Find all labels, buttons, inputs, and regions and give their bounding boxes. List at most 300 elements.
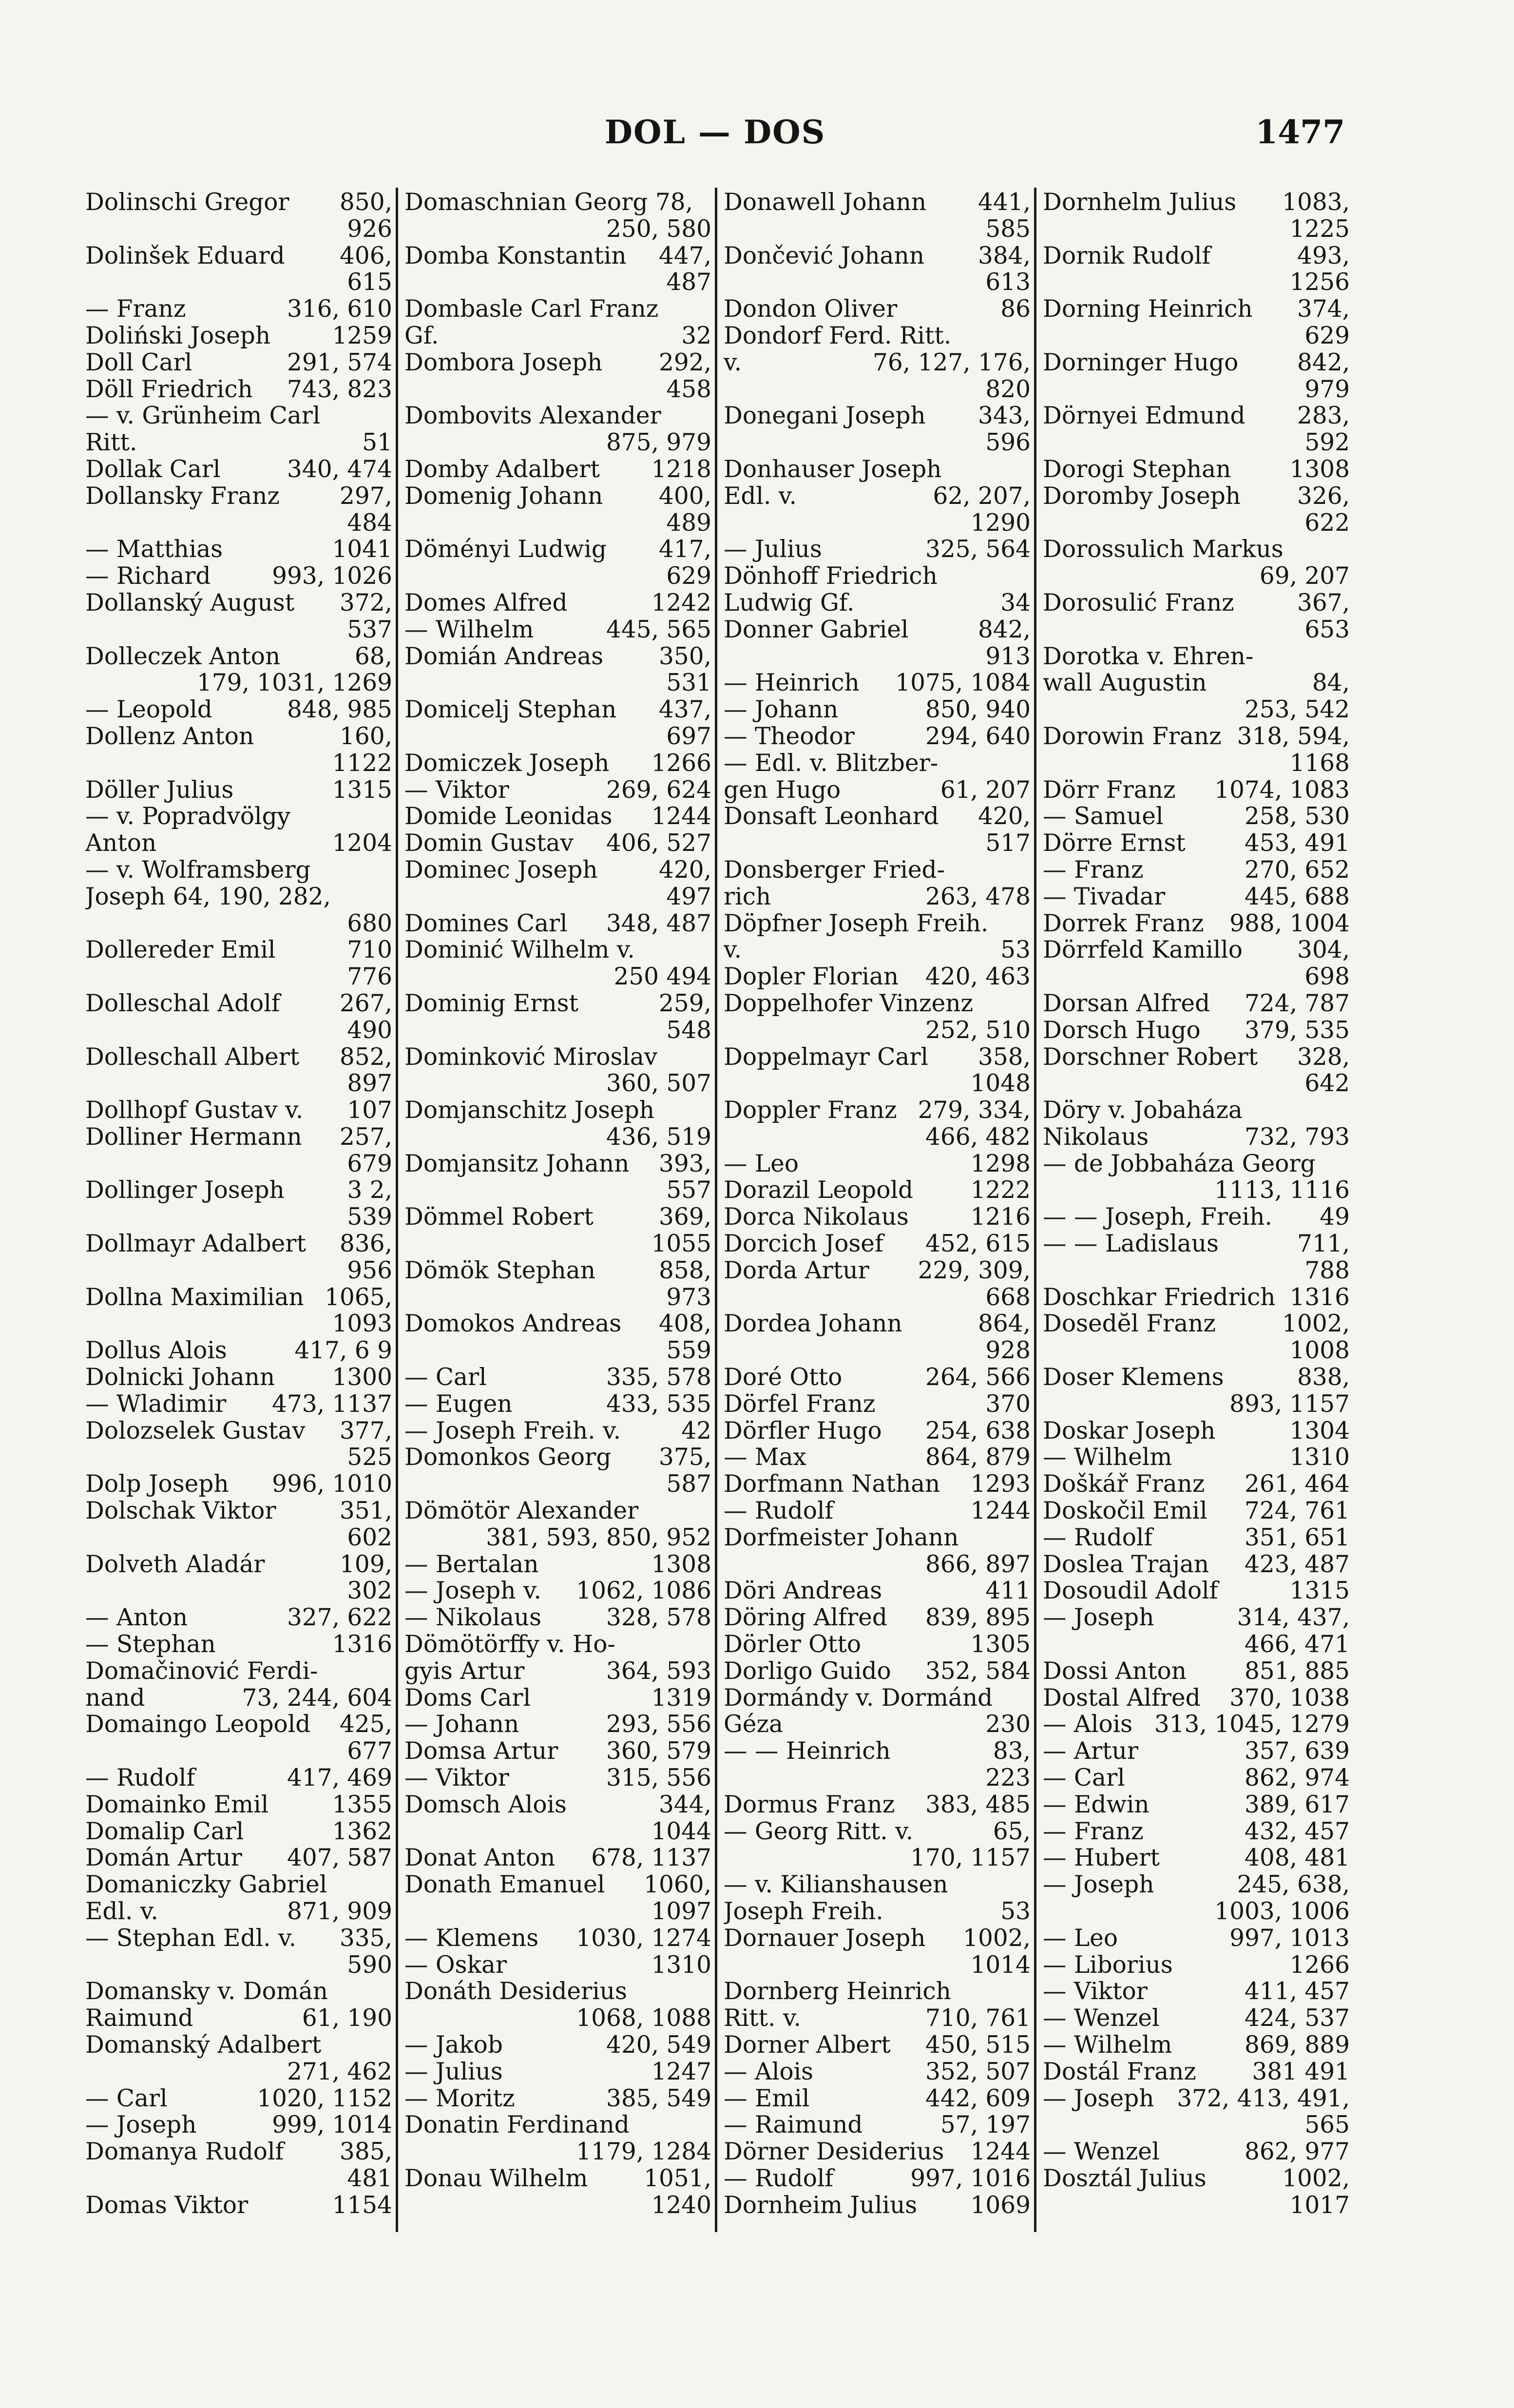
entry-pages: 352, 584 [925,1657,1031,1685]
index-entry [724,910,1031,937]
index-entry [724,1818,1031,1872]
entry-pages: 450, 515 [925,2031,1031,2059]
index-entry [85,643,392,697]
entry-name: Dorsch Hugo [1043,1016,1201,1044]
entry-pages: 267, [340,989,392,1017]
index-entry [724,1658,1031,1685]
index-entry [85,1418,392,1471]
index-entry [1043,1711,1350,1738]
entry-continuation: 1225 [1289,215,1350,243]
entry-pages: 839, 895 [925,1604,1031,1632]
entry-name: Dörler Otto [724,1631,862,1658]
index-entry [1043,1498,1350,1524]
index-entry [1043,483,1350,537]
entry-pages: 1362 [332,1817,392,1845]
index-entry [724,1257,1031,1311]
entry-name: Dombora Joseph [404,348,603,376]
entry-pages: 316, 610 [287,295,392,323]
index-entry [724,1044,1031,1098]
entry-name: gyis Artur [404,1657,525,1685]
entry-name: Dorowin Franz [1043,722,1222,750]
entry-name: — Wenzel [1043,2138,1160,2166]
entry-name: Doms Carl [404,1684,531,1712]
entry-pages: 245, 638, [1237,1871,1350,1899]
entry-pages: 160, [340,722,392,750]
entry-continuation: 557 [666,1176,711,1204]
entry-pages: 993, 1026 [272,562,392,590]
entry-pages: 53 [1000,1898,1031,1925]
index-entry [85,1604,392,1631]
entry-name: — Nikolaus [404,1604,542,1632]
entry-pages: 1060, [644,1871,711,1899]
entry-continuation: 179, 1031, 1269 [196,669,392,697]
index-entry [85,1284,392,1338]
index-entry [1043,1418,1350,1445]
entry-pages: 850, [340,189,392,216]
index-entry [724,563,1031,590]
index-entry [85,1391,392,1418]
entry-name: Döller Julius [85,776,234,804]
entry-name: Dorotka v. Ehren- [1043,642,1254,670]
entry-name: Dörner Desiderius [724,2138,944,2166]
index-entry [1043,2165,1350,2219]
entry-pages: 315, 556 [606,1764,711,1792]
entry-pages: 842, [978,616,1031,643]
entry-name: Dorda Artur [724,1256,869,1284]
entry-name: Donsaft Leonhard [724,803,939,830]
entry-name: Dosedĕl Franz [1043,1310,1216,1338]
entry-name: Dörnyei Edmund [1043,402,1246,430]
entry-name: Doser Klemens [1043,1364,1224,1391]
index-entry [404,1444,711,1498]
entry-name: Domide Leonidas [404,803,613,830]
entry-name: Domby Adalbert [404,455,600,483]
index-entry [85,1845,392,1871]
entry-name: Dorning Heinrich [1043,295,1253,323]
entry-pages: 49 [1320,1203,1350,1231]
entry-pages: 257, [340,1123,392,1151]
entry-pages: 389, 617 [1245,1791,1350,1818]
entry-continuation: 653 [1304,616,1350,643]
index-entry [724,323,1031,349]
entry-name: Dormándy v. Dormánd [724,1684,993,1712]
entry-pages: 283, [1297,402,1350,430]
entry-name: v. [724,936,742,964]
entry-continuation: 253, 542 [1245,696,1350,724]
index-entry [85,2112,392,2138]
entry-pages: 997, 1016 [910,2164,1031,2192]
index-entry [1043,456,1350,483]
index-entry [724,1418,1031,1445]
entry-name: Dombasle Carl Franz [404,295,659,323]
entry-pages: 1002, [1282,2164,1350,2192]
entry-continuation: 490 [347,1016,392,1044]
entry-name: v. [724,348,742,376]
index-entry [1043,2138,1350,2165]
entry-name: — Leopold [85,696,212,724]
index-entry [724,2138,1031,2165]
entry-name: Dondon Oliver [724,295,898,323]
index-entry [404,2032,711,2059]
entry-name: Dossi Anton [1043,1657,1187,1685]
entry-name: — Samuel [1043,803,1164,830]
entry-name: — Raimund [724,2111,863,2139]
index-entry [404,857,711,910]
entry-pages: 1218 [651,455,711,483]
entry-continuation: 602 [347,1523,392,1551]
index-entry [1043,1578,1350,1604]
index-entry [724,616,1031,670]
entry-pages: 442, 609 [925,2084,1031,2112]
entry-name: Dollanský August [85,589,295,616]
entry-name: Dorner Albert [724,2031,891,2059]
index-entry [85,884,392,937]
entry-name: Dornauer Joseph [724,1924,926,1952]
entry-name: Dornhelm Julius [1043,189,1237,216]
entry-name: Domicelj Stephan [404,696,617,724]
index-entry [404,1658,711,1685]
index-entry [85,456,392,483]
entry-name: Domián Andreas [404,642,604,670]
index-entry [85,2032,392,2085]
entry-pages: 408, 481 [1245,1844,1350,1872]
entry-name: — Georg Ritt. v. [724,1817,914,1845]
index-entry [724,2059,1031,2085]
entry-name: Dornheim Julius [724,2191,918,2219]
entry-pages: 109, [340,1550,392,1578]
entry-name: — Carl [1043,1764,1125,1792]
index-entry [404,1097,711,1151]
entry-pages: 370, 1038 [1229,1684,1350,1712]
index-entry [1043,803,1350,830]
entry-pages: 294, 640 [925,722,1031,750]
entry-continuation: 642 [1304,1070,1350,1098]
entry-name: — Johann [724,696,839,724]
entry-pages: 1247 [651,2058,711,2085]
index-entry [1043,1471,1350,1498]
index-entry [404,1871,711,1925]
index-entry [404,1551,711,1578]
entry-name: — Eugen [404,1390,513,1418]
index-entry [85,777,392,804]
index-entry [1043,857,1350,884]
index-entry [1043,403,1350,456]
entry-continuation: 613 [985,269,1031,296]
entry-pages: 259, [659,989,711,1017]
index-entry [404,1978,711,2032]
index-entry [85,2192,392,2219]
entry-name: — v. Grünheim Carl [85,402,321,430]
index-entry [85,2005,392,2032]
index-entry [404,2112,711,2165]
index-entry [85,1364,392,1391]
entry-pages: 417, [659,536,711,563]
entry-continuation: 893, 1157 [1229,1390,1350,1418]
entry-name: — Joseph v. [404,1577,541,1605]
entry-pages: 452, 615 [925,1230,1031,1258]
entry-name: — Bertalan [404,1550,539,1578]
entry-pages: 1316 [332,1631,392,1658]
index-entry [724,1391,1031,1418]
index-entry [85,1685,392,1712]
entry-name: — Edl. v. Blitzber- [724,749,939,777]
entry-name: Dörrfeld Kamillo [1043,936,1243,964]
entry-pages: 1242 [651,589,711,616]
entry-pages: 1266 [1289,1951,1350,1979]
entry-name: — Theodor [724,722,855,750]
entry-pages: 400, [659,482,711,510]
entry-name: Dorca Nikolaus [724,1203,909,1231]
entry-pages: 1051, [644,2164,711,2192]
entry-pages: 850, 940 [925,696,1031,724]
index-entry [1043,1765,1350,1792]
entry-name: Domaschnian Georg 78, [404,189,693,216]
entry-name: Dornik Rudolf [1043,242,1211,270]
entry-name: Dolozselek Gustav [85,1417,306,1445]
entry-name: Domalip Carl [85,1817,244,1845]
entry-name: — Edwin [1043,1791,1150,1818]
index-entry [1043,1124,1350,1151]
entry-pages: 61, 207 [940,776,1031,804]
index-entry [85,937,392,990]
entry-pages: 328, 578 [606,1604,711,1632]
entry-name: Döll Friedrich [85,375,253,403]
entry-pages: 417, 469 [287,1764,392,1792]
entry-pages: 261, 464 [1245,1470,1350,1498]
entry-pages: 325, 564 [925,536,1031,563]
entry-pages: 68, [354,642,392,670]
entry-continuation: 956 [347,1256,392,1284]
entry-continuation: 1113, 1116 [1214,1176,1350,1204]
entry-continuation: 1122 [332,749,392,777]
index-entry [1043,1231,1350,1284]
entry-pages: 65, [993,1817,1031,1845]
entry-name: nand [85,1684,145,1712]
index-entry [85,296,392,323]
entry-continuation: 587 [666,1470,711,1498]
entry-name: Doppelhofer Vinzenz [724,989,974,1017]
entry-name: Dominković Miroslav [404,1043,658,1071]
entry-continuation: 592 [1304,429,1350,457]
index-entry [1043,723,1350,777]
entry-name: Domiczek Joseph [404,749,610,777]
entry-pages: 1315 [1289,1577,1350,1605]
entry-continuation: 537 [347,616,392,643]
index-entry [85,1337,392,1364]
entry-name: Dondorf Ferd. Ritt. [724,322,952,349]
entry-name: Dolinschi Gregor [85,189,289,216]
entry-name: Domaingo Leopold [85,1711,311,1738]
entry-continuation: 1055 [651,1230,711,1258]
entry-continuation: 875, 979 [606,429,711,457]
entry-pages: 34 [1000,589,1031,616]
entry-name: Dörre Ernst [1043,829,1186,857]
entry-pages: 379, 535 [1245,1016,1350,1044]
index-entry [1043,1978,1350,2005]
entry-pages: 864, [978,1310,1031,1338]
entry-continuation: 585 [985,215,1031,243]
index-entry [404,616,711,643]
entry-name: — — Joseph, Freih. [1043,1203,1272,1231]
index-entry [404,696,711,750]
entry-pages: 357, 639 [1245,1737,1350,1765]
index-column-4 [1043,189,1350,2236]
entry-continuation: 866, 897 [925,1550,1031,1578]
index-entry [85,1711,392,1765]
entry-pages: 1075, 1084 [895,669,1031,697]
index-entry [724,536,1031,563]
entry-pages: 374, [1297,295,1350,323]
entry-pages: 1259 [332,322,392,349]
index-entry [85,1978,392,2005]
entry-name: — Wladimir [85,1390,227,1418]
entry-continuation: 271, 462 [287,2058,392,2085]
entry-name: Dosoudil Adolf [1043,1577,1218,1605]
entry-name: Dollhopf Gustav v. [85,1097,304,1124]
entry-name: Dörfler Hugo [724,1417,882,1445]
index-entry [1043,777,1350,804]
entry-continuation: 776 [347,963,392,991]
entry-name: — Matthias [85,536,223,563]
entry-continuation: 531 [666,669,711,697]
entry-continuation: 897 [347,1070,392,1098]
entry-name: Donau Wilhelm [404,2164,588,2192]
index-entry [404,1925,711,1952]
entry-name: Dolnicki Johann [85,1364,275,1391]
entry-pages: 270, 652 [1245,856,1350,884]
entry-name: — Alois [1043,1711,1133,1738]
entry-pages: 1305 [970,1631,1031,1658]
entry-pages: 335, 578 [606,1364,711,1391]
index-entry [85,1498,392,1551]
entry-pages: 53 [1000,936,1031,964]
entry-pages: 420, 463 [925,963,1031,991]
index-entry [724,456,1031,483]
entry-pages: 710, 761 [925,2004,1031,2032]
page-header [85,113,1345,159]
entry-name: Donatin Ferdinand [404,2111,630,2139]
index-entry [724,1204,1031,1231]
index-entry [1043,1658,1350,1685]
entry-name: Domenig Johann [404,482,603,510]
index-entry [404,803,711,830]
index-entry [724,1978,1031,2005]
entry-pages: 1154 [332,2191,392,2219]
index-entry [85,1898,392,1925]
entry-pages: 848, 985 [287,696,392,724]
entry-name: Dorligo Guido [724,1657,891,1685]
entry-name: Dollansky Franz [85,482,280,510]
index-entry [85,1551,392,1605]
entry-continuation: 360, 507 [606,1070,711,1098]
entry-pages: 263, 478 [925,883,1031,910]
index-entry [1043,1551,1350,1578]
index-entry [85,1792,392,1818]
index-entry [404,456,711,483]
index-entry [404,2085,711,2112]
entry-name: — Rudolf [724,2164,834,2192]
entry-continuation: 788 [1304,1256,1350,1284]
index-entry [724,1444,1031,1471]
entry-name: Donegani Joseph [724,402,926,430]
index-entry [85,1177,392,1231]
entry-name: — Julius [404,2058,503,2085]
entry-pages: 313, 1045, 1279 [1154,1711,1350,1738]
index-entry [724,1738,1031,1792]
index-entry [404,323,711,349]
entry-pages: 107 [347,1097,392,1124]
entry-pages: 420, 549 [606,2031,711,2059]
entry-name: — de Jobbaháza Georg [1043,1150,1316,1177]
index-entry [404,750,711,777]
entry-pages: 869, 889 [1245,2031,1350,2059]
index-column-2 [404,189,711,2236]
entry-name: — Leo [724,1150,799,1177]
index-entry [1043,884,1350,910]
entry-pages: 1069 [970,2191,1031,2219]
entry-name: Doré Otto [724,1364,843,1391]
entry-pages: 279, 334, [918,1097,1031,1124]
index-entry [724,937,1031,963]
index-entry [724,1711,1031,1738]
entry-pages: 1244 [970,1497,1031,1525]
entry-continuation: 590 [347,1951,392,1979]
entry-pages: 73, 244, 604 [242,1684,392,1712]
entry-continuation: 170, 1157 [910,1844,1031,1872]
entry-name: Dorrek Franz [1043,909,1204,937]
index-entry [404,243,711,296]
index-entry [1043,536,1350,590]
entry-name: Dolveth Aladár [85,1550,265,1578]
entry-name: Dömötör Alexander [404,1497,639,1525]
index-entry [404,296,711,323]
entry-pages: 364, 593 [606,1657,711,1685]
entry-pages: 304, [1297,936,1350,964]
entry-name: — Wenzel [1043,2004,1160,2032]
index-entry [724,349,1031,403]
entry-continuation: 596 [985,429,1031,457]
entry-name: — Jakob [404,2031,503,2059]
entry-continuation: 820 [985,375,1031,403]
entry-pages: 1244 [651,803,711,830]
entry-name: Doliński Joseph [85,322,271,349]
entry-name: Dominec Joseph [404,856,598,884]
entry-name: Joseph 64, 190, 282, [85,883,331,910]
index-entry [404,1578,711,1604]
index-entry [724,777,1031,804]
index-entry [1043,1017,1350,1044]
index-entry [1043,1310,1350,1364]
entry-name: Dolinšek Eduard [85,242,285,270]
entry-pages: 1298 [970,1150,1031,1177]
index-entry [1043,1845,1350,1871]
entry-pages: 86 [1000,295,1031,323]
entry-pages: 352, 507 [925,2058,1031,2085]
entry-name: Dornberg Heinrich [724,1978,951,2005]
entry-name: Dorfmann Nathan [724,1470,940,1498]
index-entry [1043,1818,1350,1845]
index-entry [404,2165,711,2219]
index-entry [724,1578,1031,1604]
entry-continuation: 1008 [1289,1337,1350,1365]
entry-name: Dorschner Robert [1043,1043,1258,1071]
entry-pages: 269, 624 [606,776,711,804]
entry-pages: 1083, [1282,189,1350,216]
index-entry [1043,1604,1350,1658]
entry-name: Dostal Alfred [1043,1684,1201,1712]
index-entry [85,696,392,723]
entry-name: Domas Viktor [85,2191,249,2219]
